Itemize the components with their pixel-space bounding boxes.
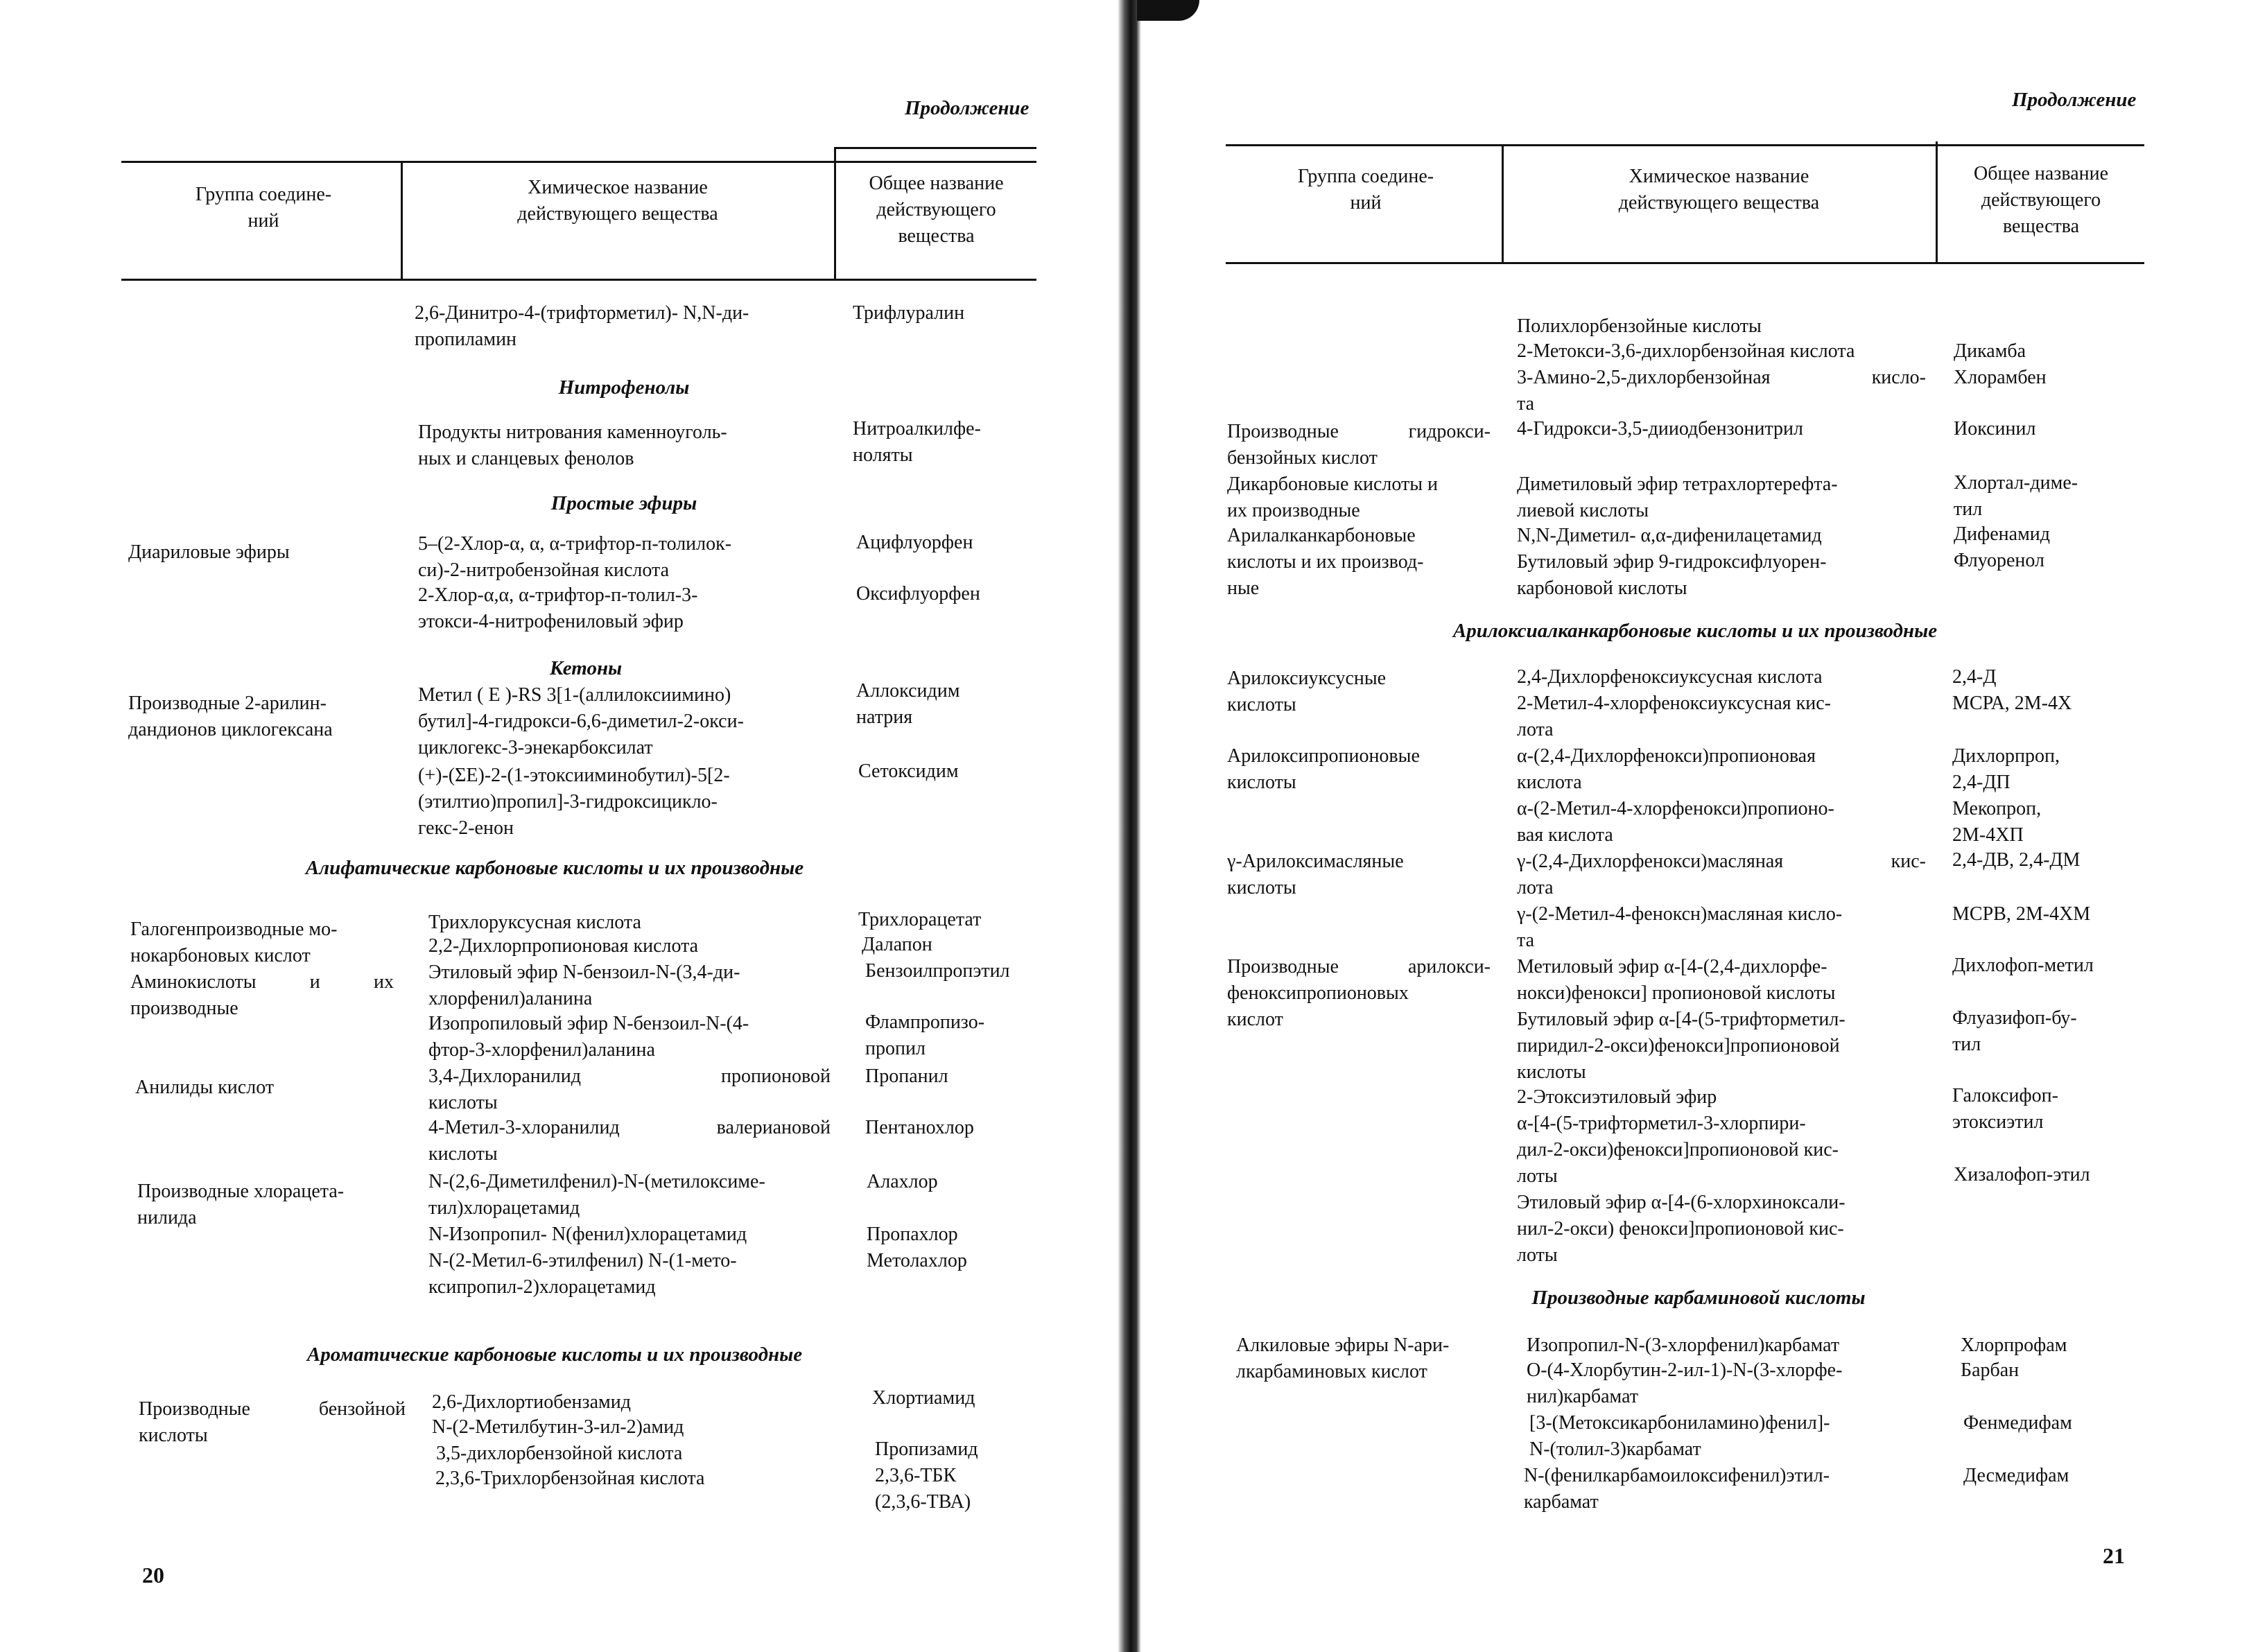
chem-propanil: 3,4-Дихлоранилид пропионовой кислоты	[428, 1066, 831, 1113]
common-diphenamid: Дифенамид	[1954, 523, 2051, 545]
common-diclofop: Дихлофоп-метил	[1952, 955, 2094, 976]
common-chloramben: Хлорамбен	[1954, 367, 2047, 388]
common-mcpb: МСРВ, 2М-4ХМ	[1952, 903, 2091, 925]
group-diaryl-ethers: Диариловые эфиры	[128, 541, 290, 563]
chem-alachlor: N-(2,6-Диметилфенил)-N-(метилоксиме- тил)хлорацетамид	[428, 1171, 765, 1219]
header-divider	[401, 161, 403, 279]
chem-nitration: Продукты нитрования каменноуголь- ных и сланцевых фенолов	[418, 421, 727, 469]
chem-dichlorprop: α-(2,4-Дихлорфенокси)пропионовая кислота	[1517, 745, 1816, 793]
chem-mcpa: 2-Метил-4-хлорфеноксиуксусная кис- лота	[1517, 693, 1831, 740]
common-ioxynil: Иоксинил	[1954, 418, 2036, 440]
common-desmedipham: Десмедифам	[1963, 1465, 2069, 1486]
section-ethers: Простые эфиры	[550, 492, 697, 514]
common-metolachlor: Метолахлор	[867, 1250, 967, 1271]
group-alkylcarbamate: Алкиловые эфиры N-ари- лкарбаминовых кислот	[1236, 1334, 1450, 1382]
group-arylalkane: Арилалканкарбоновые кислоты и их производ- ные	[1227, 525, 1424, 599]
common-alachlor: Алахлор	[867, 1171, 938, 1192]
group-dicarboxylic: Дикарбоновые кислоты и их производные	[1227, 473, 1439, 521]
group-amino: Аминокислоты и их производные	[130, 971, 394, 1019]
chem-pentanochlor: 4-Метил-3-хлоранилид валериановой кислоты	[428, 1117, 831, 1165]
chem-tba: 2,3,6-Трихлорбензойная кислота	[435, 1468, 705, 1489]
continued-label: Продолжение	[905, 97, 1030, 119]
common-propyzamide: Пропизамид	[875, 1438, 978, 1460]
header-chemical-name: Химическое название действующего вещества	[517, 177, 718, 225]
chem-quizalofop: Этиловый эфир α-[4-(6-хлорхиноксали- нил-2-окси) фенокси]пропионовой кис- лоты	[1517, 1192, 1846, 1266]
section-aryloxyalkane: Арилоксиалканкарбоновые кислоты и их производные	[1452, 620, 1938, 642]
common-dalapon: Далапон	[862, 934, 932, 955]
header-bottom-rule	[1226, 262, 2144, 264]
chem-flurenol: Бутиловый эфир 9-гидроксифлуорен- карбоновой кислоты	[1517, 551, 1827, 599]
chem-mcpb: γ-(2-Метил-4-феноксн)масляная кисло- та	[1517, 903, 1843, 951]
chem-haloxyfop: 2-Этоксиэтиловый эфир α-[4-(5-трифторметил-3-хлорпири- дил-2-окси)фенокси]пропионовой кис- лоты	[1517, 1086, 1839, 1187]
common-24d: 2,4-Д	[1952, 666, 1997, 688]
chem-trifluralin: 2,6-Динитро-4-(трифторметил)- N,N-ди- пропиламин	[415, 302, 749, 350]
common-haloxyfop: Галоксифоп- этоксиэтил	[1952, 1085, 2058, 1133]
chem-flamprop: Изопропиловый эфир N-бензоил-N-(4- фтор-3-хлорфенил)аланина	[428, 1013, 749, 1061]
page-number: 20	[142, 1563, 164, 1588]
chem-metolachlor: N-(2-Метил-6-этилфенил) N-(1-мето- ксипропил-2)хлорацетамид	[428, 1250, 737, 1298]
header-common-name: Общее название действующего вещества	[1973, 163, 2109, 237]
chem-propachlor: N-Изопропил- N(фенил)хлорацетамид	[428, 1224, 747, 1245]
common-24db: 2,4-ДВ, 2,4-ДМ	[1952, 849, 2081, 871]
header-group: Группа соедине- ний	[195, 184, 332, 232]
header-divider	[1936, 141, 1938, 262]
continued-label: Продолжение	[2012, 89, 2137, 111]
chem-oxyfluorfen: 2-Хлор-α,α, α-трифтор-п-толил-3- этокси-4-нитрофениловый эфир	[418, 584, 698, 632]
header-common-name: Общее название действующего вещества	[869, 173, 1004, 247]
chem-diclofop: Метиловый эфир α-[4-(2,4-дихлорфе- нокси)фенокси] пропионовой кислоты	[1517, 956, 1836, 1004]
common-fluazifop: Флуазифоп-бу- тил	[1952, 1007, 2077, 1055]
common-dichlorprop: Дихлорпроп, 2,4-ДП	[1952, 745, 2060, 793]
section-aliphatic: Алифатические карбоновые кислоты и их производные	[305, 857, 804, 879]
common-benzoylprop: Бензоилпропэтил	[865, 960, 1010, 982]
chem-propyzamide: N-(2-Метилбутин-3-ил-2)амид 3,5-дихлорбензойной кислота	[432, 1416, 684, 1464]
group-hydroxybenzoic: Производные гидрокси- бензойных кислот	[1227, 421, 1491, 469]
common-phenmedipham: Фенмедифам	[1963, 1412, 2072, 1434]
section-ketones: Кетоны	[549, 657, 623, 679]
common-pentanochlor: Пентанохлор	[865, 1117, 974, 1138]
header-group: Группа соедине- ний	[1297, 166, 1434, 214]
common-propachlor: Пропахлор	[867, 1224, 958, 1245]
section-nitrophenols: Нитрофенолы	[558, 376, 690, 399]
chem-barban: О-(4-Хлорбутин-2-ил-1)-N-(3-хлорфе- нил)карбамат	[1527, 1359, 1843, 1407]
header-top-rule	[834, 147, 1036, 149]
header-bottom-rule	[121, 279, 1036, 281]
group-arylindandione: Производные 2-арилин- дандионов циклогексана	[128, 693, 333, 740]
common-tba: 2,3,6-ТБК (2,3,6-ТВА)	[875, 1465, 971, 1513]
chem-sethoxydim: (+)-(ΣE)-2-(1-этоксииминобутил)-5[2- (этилтио)пропил]-3-гидроксицикло- гекс-2-енон	[418, 765, 730, 839]
left-page	[0, 0, 1123, 1652]
chem-24db: γ-(2,4-Дихлорфенокси)масляная кис- лота	[1517, 851, 1926, 898]
chem-tca: Трихлоруксусная кислота	[428, 912, 641, 933]
chem-alloxydim: Метил ( E )-RS 3[1-(аллилоксиимино) бутил]-4-гидрокси-6,6-диметил-2-окси- циклогекс-3-энекарбоксилат	[418, 684, 744, 758]
group-aryloxyphenoxy: Производные арилокси- феноксипропионовых кислот	[1227, 956, 1491, 1030]
chem-chlorpropham: Изопропил-N-(3-хлорфенил)карбамат	[1527, 1334, 1840, 1356]
group-benzoic: Производные бензойной кислоты	[139, 1398, 406, 1446]
common-quizalofop: Хизалофоп-этил	[1954, 1164, 2090, 1185]
common-sethoxydim: Сетоксидим	[858, 760, 959, 782]
group-aryloxyacetic: Арилоксиуксусные кислоты	[1227, 668, 1387, 715]
common-propanil: Пропанил	[865, 1066, 948, 1087]
chem-benzoylprop: Этиловый эфир N-бензоил-N-(3,4-ди- хлорфенил)аланина	[428, 962, 740, 1009]
chem-polychlorobenzoic: Полихлорбензойные кислоты	[1517, 315, 1762, 337]
chem-24d: 2,4-Дихлорфеноксиуксусная кислота	[1517, 666, 1823, 688]
right-page	[1123, 0, 2258, 1652]
section-carbamic: Производные карбаминовой кислоты	[1531, 1287, 1866, 1309]
common-mcpa: МСРА, 2М-4Х	[1952, 693, 2072, 714]
common-mecoprop: Мекопроп, 2М-4ХП	[1952, 798, 2042, 846]
common-acifluorfen: Ацифлуорфен	[856, 532, 973, 553]
common-dicamba: Дикамба	[1954, 340, 2026, 362]
group-aryloxypropionic: Арилоксипропионовые кислоты	[1227, 745, 1420, 793]
chem-chlorthiamid: 2,6-Дихлортиобензамид	[432, 1391, 631, 1413]
chem-chlorthal: Диметиловый эфир тетрахлортерефта- лиевой кислоты	[1517, 473, 1838, 521]
group-aryloxybutyric: γ-Арилоксимасляные кислоты	[1227, 851, 1404, 898]
common-flamprop: Флампропизо- пропил	[865, 1011, 985, 1059]
chem-acifluorfen: 5–(2-Хлор-α, α, α-трифтор-п-толилок- си)-2-нитробензойная кислота	[418, 533, 732, 581]
section-aromatic: Ароматические карбоновые кислоты и их производные	[306, 1344, 803, 1366]
group-anilides: Анилиды кислот	[135, 1077, 275, 1098]
chem-ioxynil: 4-Гидрокси-3,5-дииодбензонитрил	[1517, 418, 1803, 440]
group-chloroacetanilide: Производные хлорацета- нилида	[137, 1181, 345, 1228]
header-divider	[834, 147, 836, 279]
table-top-rule	[121, 161, 1036, 163]
chem-chloramben: 3-Амино-2,5-дихлорбензойная кисло- та	[1517, 367, 1926, 415]
chem-fluazifop: Бутиловый эфир α-[4-(5-трифторметил- пиридил-2-окси)фенокси]пропионовой кислоты	[1517, 1009, 1846, 1083]
common-chlorthal: Хлортал-диме- тил	[1954, 472, 2078, 520]
chem-diphenamid: N,N-Диметил- α,α-дифенилацетамид	[1517, 525, 1822, 546]
common-trifluralin: Трифлуралин	[853, 302, 965, 324]
table-top-rule	[1226, 144, 2144, 146]
chem-phenmedipham: [3-(Метоксикарбониламино)фенил]- N-(толил-3)карбамат	[1529, 1412, 1830, 1460]
common-oxyfluorfen: Оксифлуорфен	[856, 583, 980, 605]
chem-dicamba: 2-Метокси-3,6-дихлорбензойная кислота	[1517, 340, 1855, 362]
common-alloxydim: Аллоксидим натрия	[856, 680, 960, 728]
header-chemical-name: Химическое название действующего вещества	[1618, 166, 1820, 214]
chem-desmedipham: N-(фенилкарбамоилоксифенил)этил- карбамат	[1524, 1465, 1830, 1513]
chem-mecoprop: α-(2-Метил-4-хлорфенокси)пропионо- вая кислота	[1517, 798, 1834, 846]
page-number: 21	[2103, 1543, 2125, 1568]
group-halogen: Галогенпроизводные мо- нокарбоновых кислот	[130, 919, 338, 966]
common-chlorthiamid: Хлортиамид	[872, 1387, 975, 1409]
common-chlorpropham: Хлорпрофам	[1961, 1334, 2067, 1356]
header-divider	[1502, 144, 1504, 262]
common-tca: Трихлорацетат	[858, 909, 982, 930]
common-barban: Барбан	[1961, 1359, 2020, 1381]
common-dnoc: Нитроалкилфе- ноляты	[853, 418, 981, 466]
chem-dalapon: 2,2-Дихлорпропионовая кислота	[428, 935, 699, 957]
common-flurenol: Флуоренол	[1954, 550, 2045, 571]
